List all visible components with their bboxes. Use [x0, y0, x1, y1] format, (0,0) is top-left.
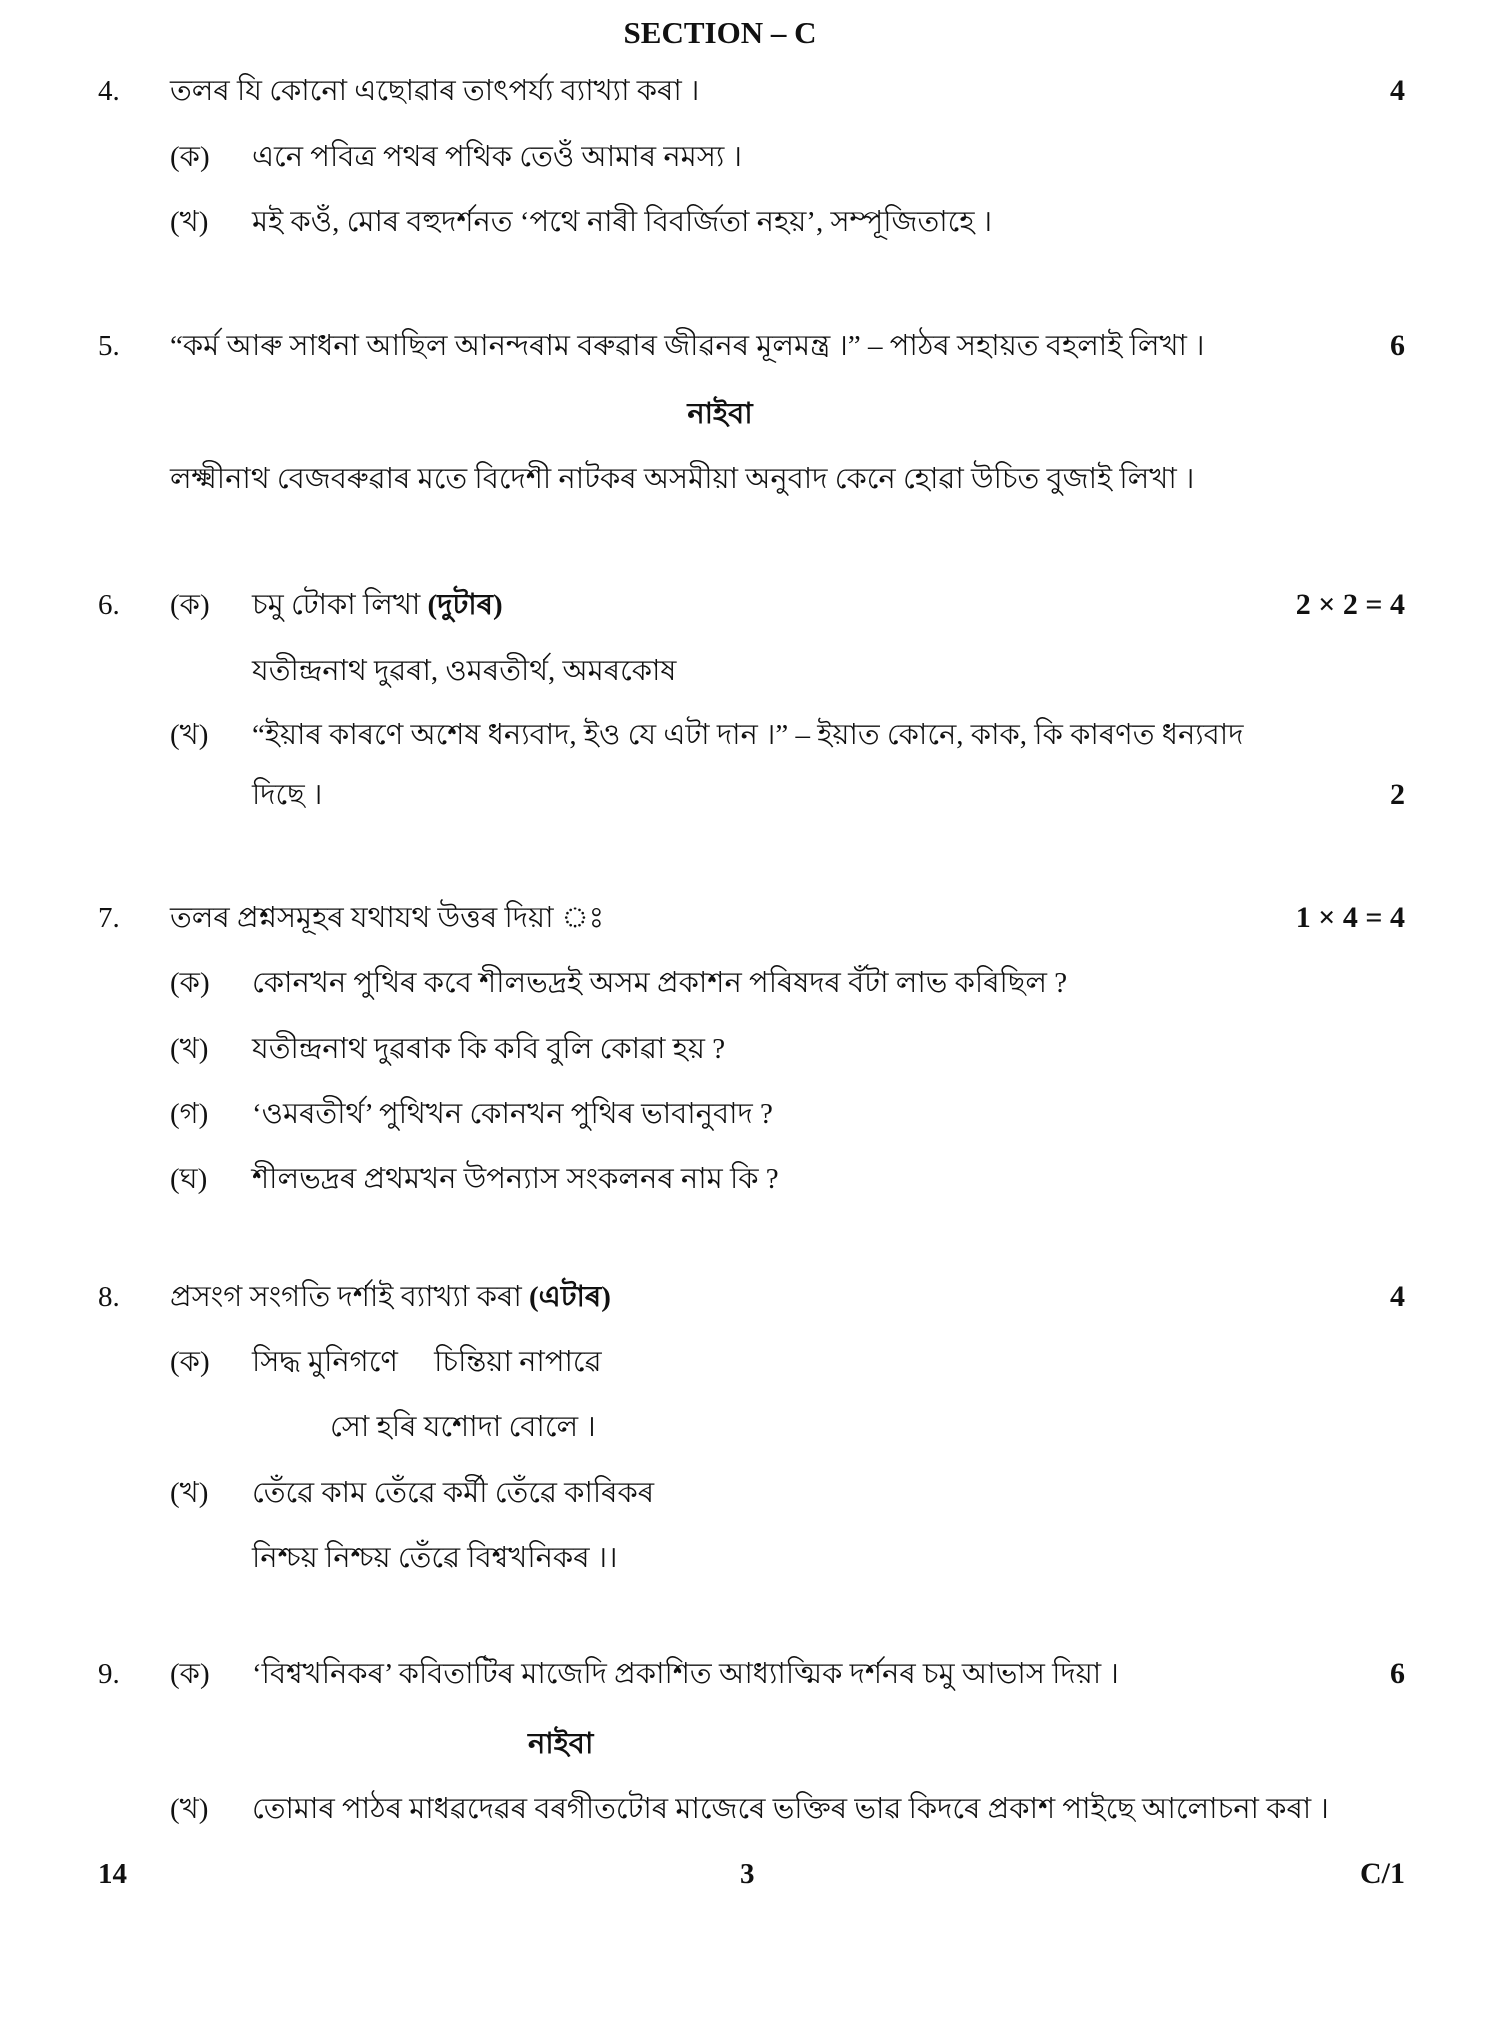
question-number: 4. — [98, 75, 120, 107]
part-label: (ঘ) — [170, 1163, 208, 1195]
part-text-main: চমু টোকা লিখা — [252, 589, 421, 621]
question-marks: 2 — [1390, 778, 1405, 811]
part-label: (ক) — [170, 589, 210, 621]
part-label: (খ) — [170, 1793, 209, 1825]
part-label: (খ) — [170, 206, 209, 238]
part-text: যতীন্দ্ৰনাথ দুৱৰাক কি কবি বুলি কোৱা হয় ? — [252, 1033, 726, 1065]
part-text — [252, 587, 503, 623]
question-text-main: প্ৰসংগ সংগতি দৰ্শাই ব্যাখ্যা কৰা — [170, 1281, 522, 1313]
question-marks: 4 — [1390, 1280, 1405, 1313]
question-marks: 2 × 2 = 4 — [1295, 588, 1405, 621]
part-label: (ক) — [170, 1658, 210, 1690]
question-text: তলৰ যি কোনো এছোৱাৰ তাৎপৰ্য্য ব্যাখ্যা কৰা । — [170, 75, 700, 107]
question-text: তলৰ প্ৰশ্নসমূহৰ যথাযথ উত্তৰ দিয়া ঃ — [170, 902, 605, 934]
question-text: “কৰ্ম আৰু সাধনা আছিল আনন্দৰাম বৰুৱাৰ জীৱনৰ মূলমন্ত্ৰ ।” – পাঠৰ সহায়ত বহলাই লিখা । — [170, 330, 1205, 362]
question-number: 8. — [98, 1281, 120, 1313]
page-number: 3 — [740, 1858, 755, 1890]
question-number: 9. — [98, 1658, 120, 1690]
verse-line: তেঁৱে কাম তেঁৱে কৰ্মী তেঁৱে কাৰিকৰ — [252, 1477, 655, 1509]
part-label: (ক) — [170, 141, 210, 173]
part-label: (খ) — [170, 1033, 209, 1065]
question-number: 7. — [98, 902, 120, 934]
part-qualifier: (দুটাৰ) — [427, 589, 503, 621]
section-title: SECTION – C — [623, 15, 817, 50]
verse-line: নিশ্চয় নিশ্চয় তেঁৱে বিশ্বখনিকৰ ।। — [252, 1542, 618, 1574]
question-number: 6. — [98, 589, 120, 621]
question-qualifier: (এটাৰ) — [528, 1281, 611, 1313]
part-text: তোমাৰ পাঠৰ মাধৱদেৱৰ বৰগীতটোৰ মাজেৰে ভক্তিৰ ভাৱ কিদৰে প্ৰকাশ পাইছে আলোচনা কৰা । — [252, 1793, 1329, 1825]
question-text — [170, 1279, 611, 1315]
part-text: মই কওঁ, মোৰ বহুদৰ্শনত ‘পথে নাৰী বিবৰ্জিতা নহয়’, সম্পূজিতাহে । — [252, 206, 993, 238]
part-subtext: যতীন্দ্ৰনাথ দুৱৰা, ওমৰতীৰ্থ, অমৰকোষ — [252, 655, 677, 687]
part-text: ‘বিশ্বখনিকৰ’ কবিতাটিৰ মাজেদি প্ৰকাশিত আধ্যাত্মিক দৰ্শনৰ চমু আভাস দিয়া । — [252, 1658, 1119, 1690]
verse-line: সো হৰি যশোদা বোলে । — [330, 1411, 596, 1443]
question-marks: 4 — [1390, 74, 1405, 107]
part-text: ‘ওমৰতীৰ্থ’ পুথিখন কোনখন পুথিৰ ভাবানুবাদ ? — [252, 1098, 773, 1130]
part-label: (খ) — [170, 719, 209, 751]
alternative-question-text: লক্ষ্মীনাথ বেজবৰুৱাৰ মতে বিদেশী নাটকৰ অসমীয়া অনুবাদ কেনে হোৱা উচিত বুজাই লিখা । — [170, 463, 1195, 495]
question-marks: 6 — [1390, 329, 1405, 362]
part-text: এনে পবিত্ৰ পথৰ পথিক তেওঁ আমাৰ নমস্য । — [252, 141, 742, 173]
part-text-continuation: দিছে । — [252, 779, 323, 811]
footer-code: 14 — [98, 1858, 127, 1890]
part-label: (ক) — [170, 1346, 210, 1378]
part-text: কোনখন পুথিৰ কবে শীলভদ্ৰই অসম প্ৰকাশন পৰিষদৰ বঁটা লাভ কৰিছিল ? — [252, 967, 1068, 999]
or-label: নাইবা — [528, 1728, 594, 1760]
question-number: 5. — [98, 330, 120, 362]
verse-line: সিদ্ধ মুনিগণে চিন্তিয়া নাপাৱে — [252, 1346, 602, 1378]
or-label: নাইবা — [687, 398, 753, 430]
part-label: (খ) — [170, 1477, 209, 1509]
question-marks: 1 × 4 = 4 — [1295, 901, 1405, 934]
part-label: (গ) — [170, 1098, 209, 1130]
footer-set: C/1 — [1360, 1857, 1405, 1890]
part-label: (ক) — [170, 967, 210, 999]
part-text: “ইয়াৰ কাৰণে অশেষ ধন্যবাদ, ইও যে এটা দান ।” – ইয়াত কোনে, কাক, কি কাৰণত ধন্যবাদ — [252, 719, 1244, 751]
question-marks: 6 — [1390, 1657, 1405, 1690]
part-text: শীলভদ্ৰৰ প্ৰথমখন উপন্যাস সংকলনৰ নাম কি ? — [252, 1163, 779, 1195]
